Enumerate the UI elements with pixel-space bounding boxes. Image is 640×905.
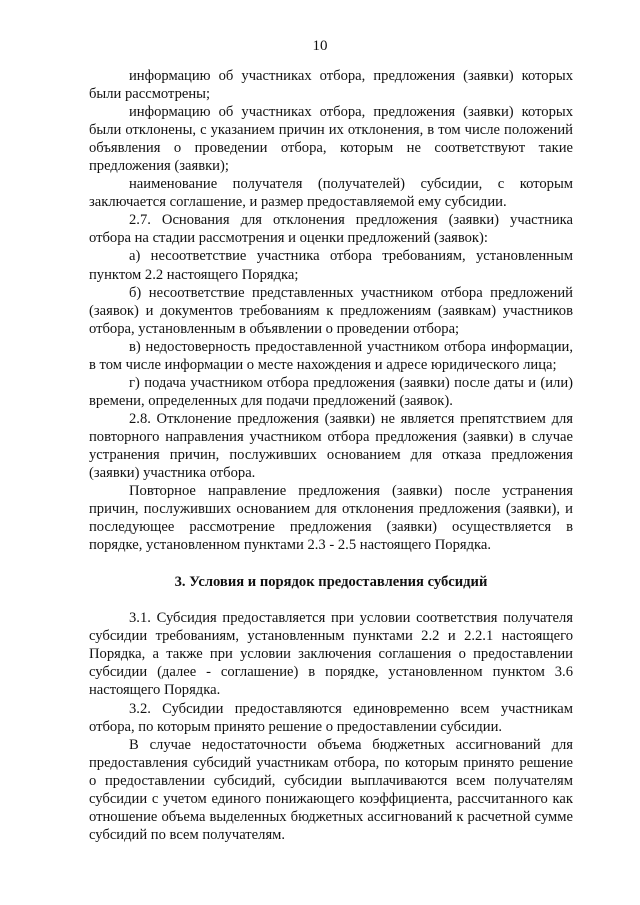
- list-item-b: б) несоответствие представленных участником отбора предложений (заявок) и документов требованиям к предложениям (заявкам) участников отбора, установленным в объявлении о проведении отбора;: [89, 284, 573, 337]
- list-item-g: г) подача участником отбора предложения (заявки) после даты и (или) времени, определенных для подачи предложений (заявок).: [89, 374, 573, 409]
- paragraph: информацию об участниках отбора, предложения (заявки) которых были отклонены, с указанием причин их отклонения, в том числе положений объявления о проведении отбора, которым не соответствуют такие предложения (заявки);: [89, 104, 573, 175]
- paragraph: информацию об участниках отбора, предложения (заявки) которых были рассмотрены;: [89, 68, 573, 103]
- page-body: [89, 67, 573, 844]
- list-item-a: а) несоответствие участника отбора требованиям, установленным пунктом 2.2 настоящего Порядка;: [89, 248, 573, 283]
- clause-2-8: 2.8. Отклонение предложения (заявки) не является препятствием для повторного направления участником отбора предложения (заявки) в случае устранения причин, послуживших основанием для отказа предложения (заявки) участника отбора.: [89, 410, 573, 482]
- clause-3-2: 3.2. Субсидии предоставляются единовременно всем участникам отбора, по которым принято решение о предоставлении субсидии.: [89, 700, 573, 735]
- paragraph: Повторное направление предложения (заявки) после устранения причин, послуживших основанием для отклонения предложения (заявки), и последующее рассмотрение предложения (заявки) осуществляется в порядке, установленном пунктами 2.3 - 2.5 настоящего Порядка.: [89, 483, 573, 554]
- paragraph: В случае недостаточности объема бюджетных ассигнований для предоставления субсидий участникам отбора, по которым принято решение о предоставлении субсидий, субсидии выплачиваются всем получателям субсидии с учетом единого понижающего коэффициента, рассчитанного как отношение объема выделенных бюджетных ассигнований к расчетной сумме субсидий по всем получателям.: [89, 736, 573, 843]
- page-number: 10: [312, 38, 328, 54]
- clause-2-7: 2.7. Основания для отклонения предложения (заявки) участника отбора на стадии рассмотрения и оценки предложений (заявок):: [89, 212, 573, 247]
- list-item-v: в) недостоверность предоставленной участником отбора информации, в том числе информации о месте нахождения и адресе юридического лица;: [89, 338, 573, 373]
- section-heading: 3. Условия и порядок предоставления субсидий: [174, 574, 488, 591]
- paragraph: наименование получателя (получателей) субсидии, с которым заключается соглашение, и размер предоставляемой ему субсидии.: [89, 176, 573, 211]
- clause-3-1: 3.1. Субсидия предоставляется при условии соответствия получателя субсидии требованиям, установленным пунктами 2.2 и 2.2.1 настоящего Порядка, а также при условии заключения соглашения о предоставлении субсидии (далее - соглашение) в порядке, установленном пунктом 3.6 настоящего Порядка.: [89, 610, 573, 699]
